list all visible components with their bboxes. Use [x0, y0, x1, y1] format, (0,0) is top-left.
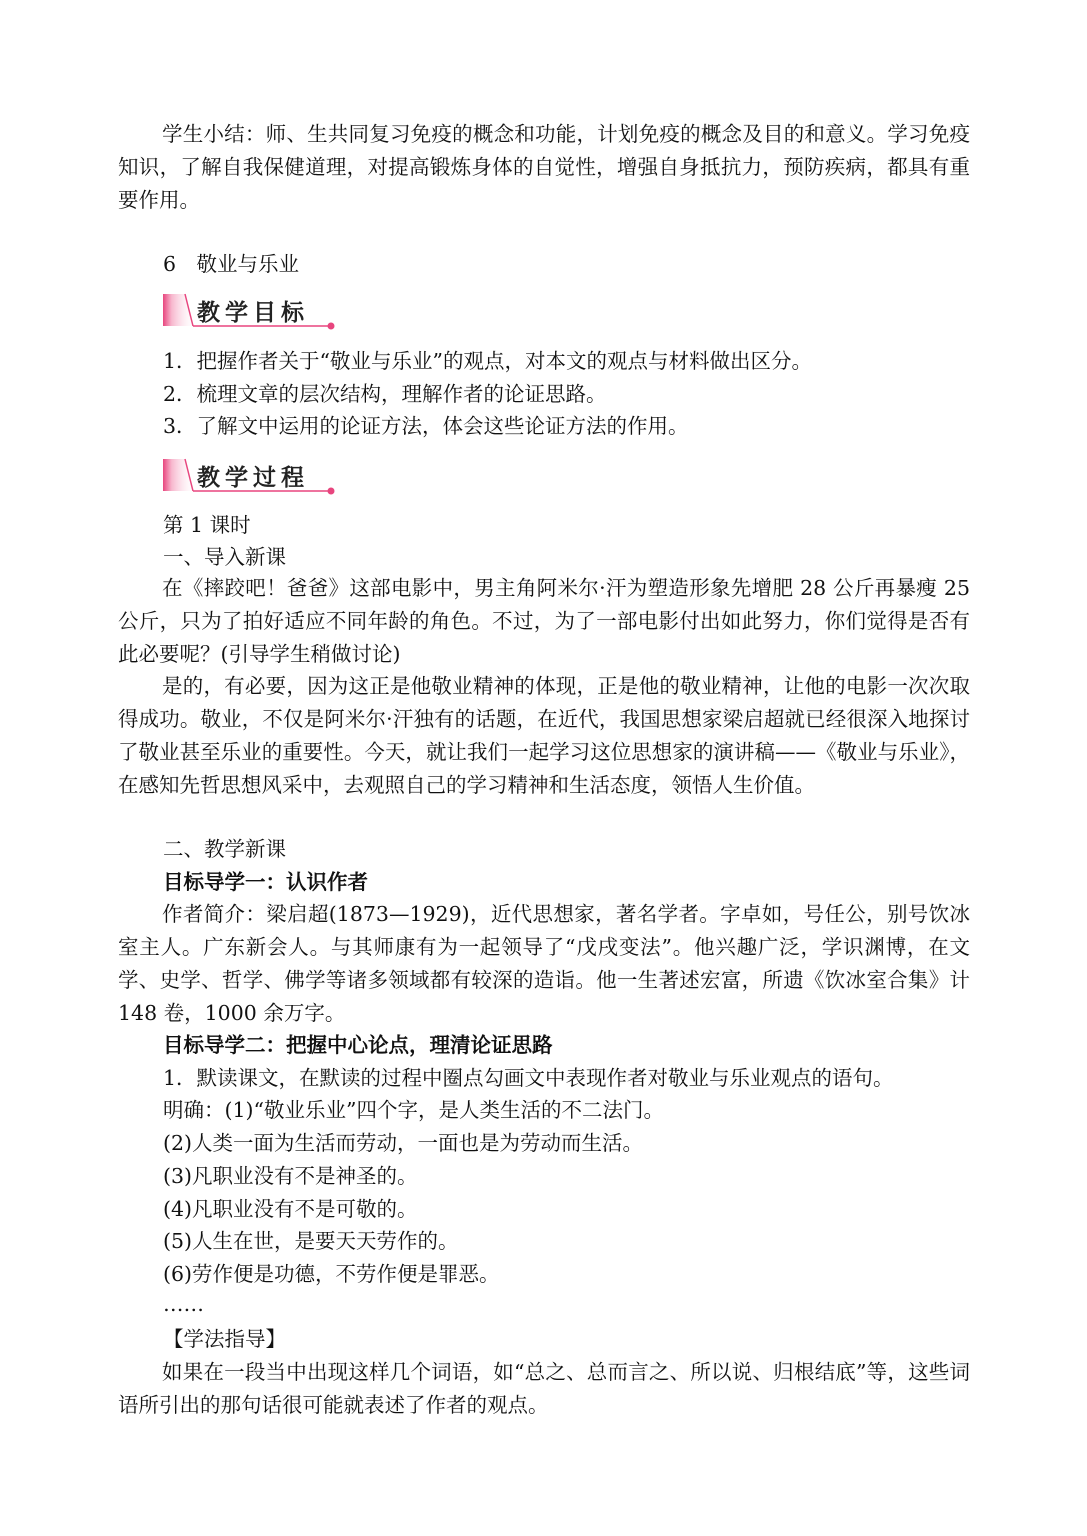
task-item: 1．默读课文，在默读的过程中圈点勾画文中表现作者对敬业与乐业观点的语句。: [163, 1066, 894, 1090]
summary-paragraph: 学生小结：师、生共同复习免疫的概念和功能，计划免疫的概念及目的和意义。学习免疫知识，了解自我保健道理，对提高锻炼身体的自觉性，增强自身抵抗力，预防疾病，都具有重要作用。: [118, 122, 970, 212]
teaching-goals-heading: 教学目标: [197, 300, 309, 326]
clarify-line: (6)劳作便是功德，不劳作便是罪恶。: [163, 1262, 500, 1286]
teaching-process-badge: [163, 457, 338, 493]
intro-paragraph-2: 是的，有必要，因为这正是他敬业精神的体现，正是他的敬业精神，让他的电影一次次取得成功。敬业，不仅是阿米尔·汗独有的话题，在近代，我国思想家梁启超就已经很深入地探讨了敬业甚至乐业的重要性。今天，就让我们一起学习这位思想家的演讲稿——《敬业与乐业》，在感知先哲思想风采中，去观照自己的学习精神和生活态度，领悟人生价值。: [118, 674, 970, 797]
goal-guide-heading: 目标导学一：认识作者: [163, 870, 368, 894]
goal-item: 3．了解文中运用的论证方法，体会这些论证方法的作用。: [163, 414, 689, 438]
clarify-line: (2)人类一面为生活而劳动，一面也是为劳动而生活。: [163, 1131, 644, 1155]
clarify-line: (5)人生在世，是要天天劳作的。: [163, 1229, 459, 1253]
intro-paragraph: 在《摔跤吧！爸爸》这部电影中，男主角阿米尔·汗为塑造形象先增肥 28 公斤再暴瘦 25 公斤，只为了拍好适应不同年龄的角色。不过，为了一部电影付出如此努力，你们觉得是否有此必要呢？(引导学生稍做讨论): [118, 576, 970, 666]
period-label: 第 1 课时: [163, 513, 251, 537]
method-title: 【学法指导】: [163, 1327, 286, 1351]
author-paragraph: 作者简介：梁启超(1873—1929)，近代思想家，著名学者。字卓如，号任公，别号饮冰室主人。广东新会人。与其师康有为一起领导了“戊戌变法”。他兴趣广泛，学识渊博，在文学、史学、哲学、佛学等诸多领域都有较深的造诣。他一生著述宏富，所遗《饮冰室合集》计 148 卷，1000 余万字。: [118, 902, 970, 1025]
goal-item: 2．梳理文章的层次结构，理解作者的论证思路。: [163, 382, 607, 406]
teaching-process-heading: 教学过程: [197, 465, 309, 491]
clarify-ellipsis: ……: [163, 1292, 204, 1316]
lesson-title: 6 敬业与乐业: [163, 252, 300, 276]
goal-guide-heading: 目标导学二：把握中心论点，理清论证思路: [163, 1033, 553, 1057]
method-paragraph: 如果在一段当中出现这样几个词语，如“总之、总而言之、所以说、归根结底”等，这些词语所引出的那句话很可能就表述了作者的观点。: [118, 1360, 970, 1417]
clarify-line: (4)凡职业没有不是可敬的。: [163, 1197, 418, 1221]
clarify-line: 明确：(1)“敬业乐业”四个字，是人类生活的不二法门。: [163, 1098, 664, 1122]
part-heading: 二、教学新课: [163, 837, 286, 861]
part-heading: 一、导入新课: [163, 545, 286, 569]
teaching-goals-badge: [163, 292, 338, 328]
clarify-line: (3)凡职业没有不是神圣的。: [163, 1164, 418, 1188]
goal-item: 1．把握作者关于“敬业与乐业”的观点，对本文的观点与材料做出区分。: [163, 349, 813, 373]
